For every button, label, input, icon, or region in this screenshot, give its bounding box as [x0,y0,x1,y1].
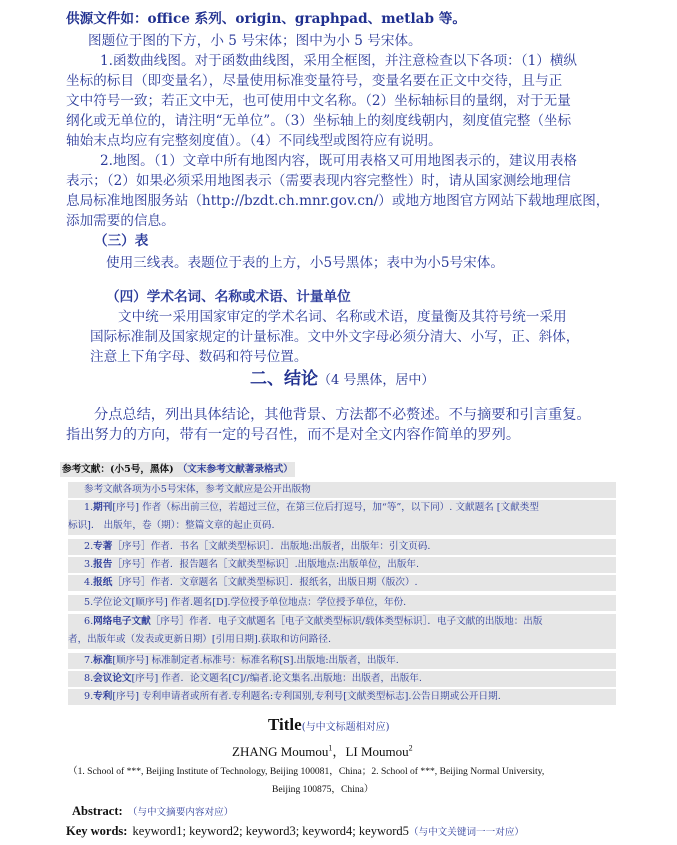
list-item [68,575,616,591]
terms-section-heading: （四）学术名词、名称或术语、计量单位 [106,289,351,305]
list-item-type: 会议论文 [93,673,132,684]
text-line: 添加需要的信息。 [66,213,175,229]
list-item-text: 学位论文[顺序号] 作者.题名[D].学位授予单位地点：学位授予单位，年份. [93,597,407,608]
list-item [68,671,616,687]
references-title: 参考文献：(小5号，黑体) [62,464,174,475]
text-line: 轴始末点均应有完整刻度值）。（4）不同线型或图符应有说明。 [66,133,442,149]
table-section-heading: （三）表 [94,233,149,249]
list-item-text: [顺序号] 标准制定者.标准号：标准名称[S].出版地:出版者，出版年. [112,655,399,666]
list-item-number: 9. [84,691,94,702]
list-item-type: 报纸 [93,577,113,588]
list-item-number: 5. [84,597,94,608]
list-item [68,500,616,535]
list-item [68,595,616,611]
list-item-number: 1. [84,502,94,513]
list-item-number: 3. [84,559,94,570]
author-name: ZHANG Moumou [232,744,329,759]
author-separator: ， [332,744,346,759]
list-item-text: ［序号］作者．报告题名［文献类型标识］.出版地点:出版单位，出版年. [112,559,420,570]
list-item-number: 6. [84,616,94,627]
conclusion-heading [250,368,434,392]
references-heading-note: （文末参考文献著录格式） [177,464,293,475]
list-item-number: 8. [84,673,94,684]
text-line: 文中符号一致；若正文中无，也可使用中文名称。（2）坐标轴标目的量纲，对于无量 [66,93,571,109]
list-item-text: ［序号］作者．电子文献题名［电子文献类型标识/载体类型标识］．电子文献的出版地：出版 [150,616,543,627]
text-line: 表示；（2）如果必须采用地图表示（需要表现内容完整性）时，请从国家测绘地理信 [66,173,571,189]
conclusion-title: 二、结论 [250,369,318,389]
author-affiliation-mark: 2 [408,743,413,753]
list-item-text: ［序号］作者．文章题名［文献类型标识］．报纸名，出版日期（版次）. [112,577,418,588]
list-item [68,653,616,669]
list-item [68,614,616,649]
keywords-note: （与中文关键词一一对应） [408,827,525,838]
text-line: 坐标的标目（即变量名），尽量使用标准变量符号，变量名要在正文中交待，且与正 [66,73,563,89]
terms-body-line: 文中统一采用国家审定的学术名词、名称或术语，度量衡及其符号统一采用 [118,309,567,325]
author-name: LI Moumou [345,744,409,759]
figure-caption-instruction: 图题位于图的下方，小 5 号宋体；图中为小 5 号宋体。 [88,33,422,49]
abstract-label: Abstract: [72,804,123,818]
terms-body-line: 注意上下角字母、数码和符号位置。 [90,349,308,365]
list-item [68,539,616,555]
text-line: 纲化或无单位的，请注明“无单位”。（3）坐标轴上的刻度线朝内，刻度值完整（坐标 [66,113,572,129]
source-file-note: 供源文件如：office 系列、origin、graphpad、metlab 等。 [66,11,466,27]
list-item-type: 报告 [93,559,113,570]
list-item-number: 2. [84,541,94,552]
list-item-text: [序号] 作者．论文题名[C]//编者.论文集名.出版地：出版者，出版年. [131,673,422,684]
references-heading [60,464,295,476]
terms-body-line: 国际标准制及国家规定的计量标准。文中外文字母必须分清大、小写，正、斜体， [90,329,580,345]
text-line: 2.地图。（1）文章中所有地图内容，既可用表格又可用地图表示的，建议用表格 [100,153,578,169]
affiliation-line: （1. School of ***, Beijing Institute of Technology, Beijing 100081，China；2. School of ***, Beijing Normal University, [68,766,545,777]
list-item-type: 网络电子文献 [93,616,151,627]
references-intro: 参考文献各项为小5号宋体，参考文献应是公开出版物 [68,482,616,498]
authors [232,744,413,760]
abstract-note: （与中文摘要内容对应） [127,807,234,818]
list-item-type: 期刊 [93,502,113,513]
table-section-body: 使用三线表。表题位于表的上方，小5号黑体；表中为小5号宋体。 [106,255,504,271]
list-item-text: ［序号］作者．书名［文献类型标识］．出版地:出版者，出版年：引文页码. [112,541,431,552]
list-item-type: 专著 [93,541,113,552]
affiliation-line: Beijing 100875，China） [272,784,374,795]
conclusion-heading-note: （4 号黑体，居中） [318,373,435,388]
list-item-number: 7. [84,655,94,666]
text-line: 1.函数曲线图。对于函数曲线图，采用全框图，并注意检查以下各项：（1）横纵 [100,53,578,69]
keywords-label: Key words: [66,824,128,838]
list-item-text: 标识]． 出版年，卷（期）：整篇文章的起止页码. [68,520,275,531]
list-item [68,689,616,705]
english-title-note: (与中文标题相对应) [301,722,390,733]
list-item-number: 4. [84,577,94,588]
list-item-text: 者，出版年或（发表或更新日期）[引用日期].获取和访问路径. [68,634,332,645]
list-item-type: 专利 [93,691,113,702]
conclusion-body-line: 分点总结，列出具体结论，其他背景、方法都不必赘述。不与摘要和引言重复。 [94,407,591,423]
keywords-text: keyword1; keyword2; keyword3; keyword4; keyword5 [132,824,409,838]
list-item-type: 标准 [93,655,113,666]
list-item-text: [序号] 专利申请者或所有者.专利题名:专利国别,专利号[文献类型标志].公告日期或公开日期. [112,691,501,702]
abstract-line [72,802,233,821]
author-affiliation-mark: 1 [328,743,333,753]
english-title-text: Title [268,715,302,734]
keywords-line [66,822,524,841]
list-item [68,557,616,573]
english-title [268,714,390,739]
text-line: 息局标准地图服务站（http://bzdt.ch.mnr.gov.cn/）或地方地图官方网站下载地理底图， [66,193,610,209]
list-item-text: [序号] 作者（标出前三位，若超过三位，在第三位后打逗号，加“等”，以下同）. 文献题名 [文献类型 [112,502,539,513]
conclusion-body-line: 指出努力的方向，带有一定的号召性，而不是对全文内容作简单的罗列。 [66,427,521,443]
